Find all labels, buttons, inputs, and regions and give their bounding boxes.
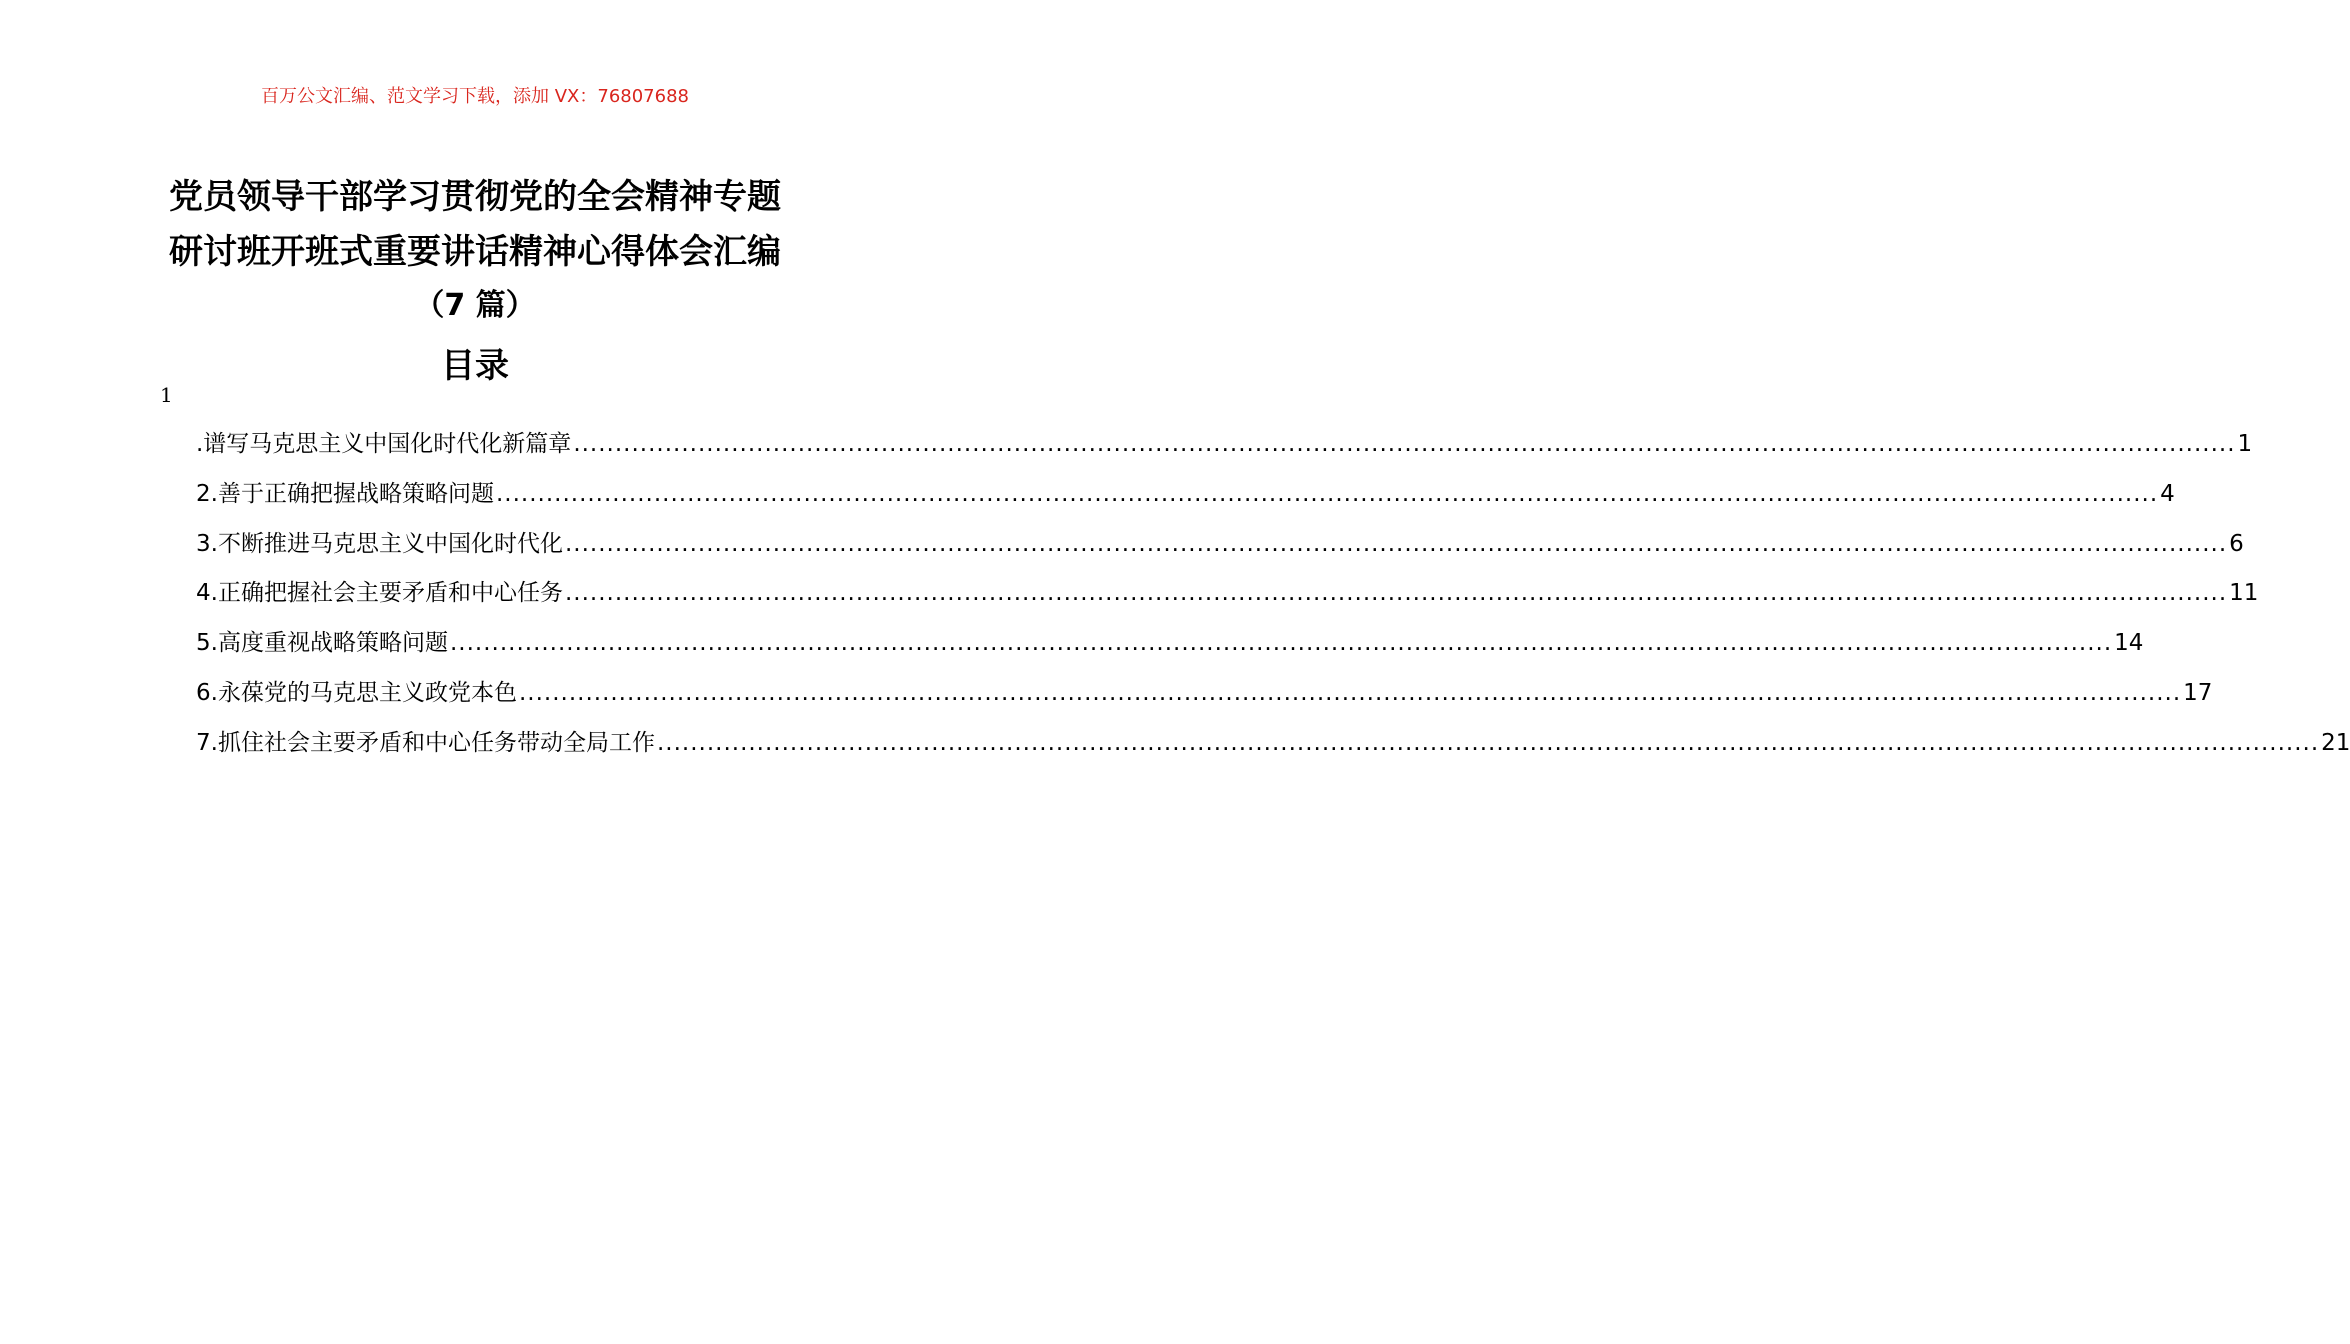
- toc-leader-dots: ........................................................................................................................................................................................................: [656, 729, 2320, 756]
- header-note: 百万公文汇编、范文学习下载，添加 VX：76807688: [261, 86, 689, 107]
- toc-entry-page: 14: [2114, 630, 2144, 657]
- title-line-1: 党员领导干部学习贯彻党的全会精神专题: [169, 177, 781, 217]
- toc-entry-4[interactable]: [196, 569, 2259, 619]
- toc-entry-page: 1: [2237, 431, 2253, 457]
- toc-list: [196, 420, 2350, 769]
- toc-leader-dots: ........................................................................................................................................................................................................: [495, 480, 2159, 507]
- toc-heading: 目录: [441, 346, 509, 386]
- toc-entry-label: 4.正确把握社会主要矛盾和中心任务: [196, 580, 563, 607]
- toc-entry-1[interactable]: [196, 420, 2253, 470]
- toc-leader-dots: ........................................................................................................................................................................................................: [573, 431, 2236, 457]
- toc-entry-page: 21: [2321, 729, 2350, 756]
- toc-entry-6[interactable]: [196, 669, 2213, 719]
- toc-entry-7[interactable]: [196, 719, 2350, 769]
- title-line-2: 研讨班开班式重要讲话精神心得体会汇编: [169, 232, 781, 272]
- title-block: [60, 170, 890, 394]
- toc-entry-page: 6: [2229, 530, 2244, 557]
- toc-leader-dots: ........................................................................................................................................................................................................: [564, 530, 2228, 557]
- toc-entry-label: 3.不断推进马克思主义中国化时代化: [196, 530, 563, 557]
- toc-entry-page: 17: [2183, 679, 2213, 706]
- toc-entry-3[interactable]: [196, 520, 2244, 570]
- toc-leader-dots: ........................................................................................................................................................................................................: [564, 580, 2228, 607]
- toc-entry-label: .谱写马克思主义中国化时代化新篇章: [196, 431, 572, 457]
- toc-leader-dots: ........................................................................................................................................................................................................: [518, 679, 2182, 706]
- toc-entry-label: 6.永葆党的马克思主义政党本色: [196, 679, 517, 706]
- toc-entry-label: 2.善于正确把握战略策略问题: [196, 480, 494, 507]
- toc-entry-5[interactable]: [196, 619, 2144, 669]
- toc-leader-dots: ........................................................................................................................................................................................................: [449, 630, 2113, 657]
- title-count: （7 篇）: [414, 288, 536, 323]
- toc-entry-label: 5.高度重视战略策略问题: [196, 630, 448, 657]
- toc-entry-page: 4: [2160, 480, 2175, 507]
- stray-mark: 1: [160, 383, 173, 407]
- toc-entry-2[interactable]: [196, 470, 2175, 520]
- toc-entry-label: 7.抓住社会主要矛盾和中心任务带动全局工作: [196, 729, 655, 756]
- toc-entry-page: 11: [2229, 580, 2259, 607]
